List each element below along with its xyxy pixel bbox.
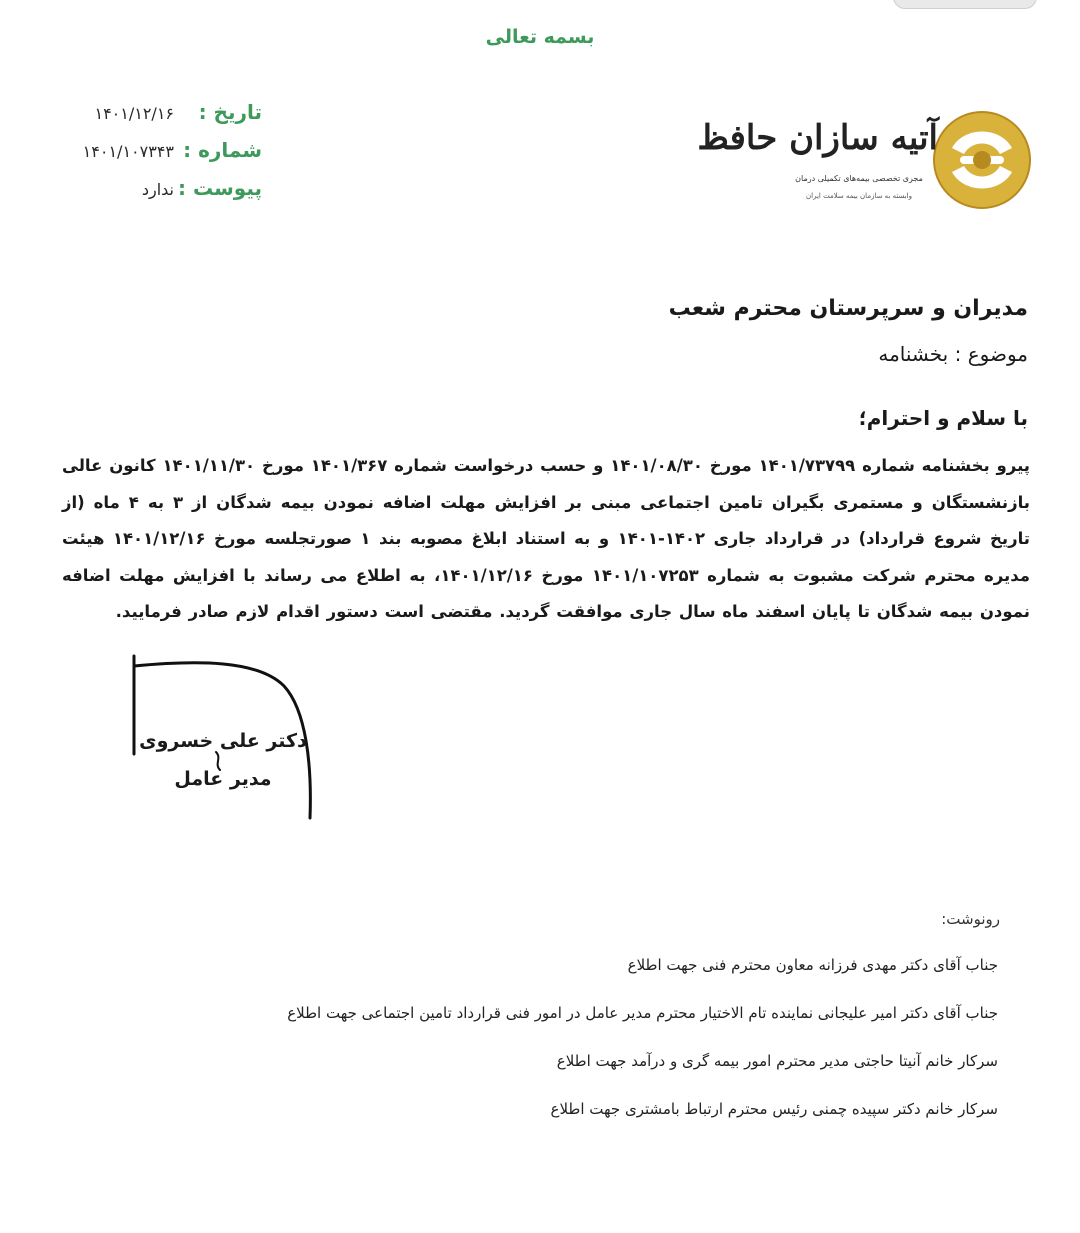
meta-attachment-row [60, 172, 270, 210]
letter-addressee: مدیران و سرپرستان محترم شعب [668, 296, 1028, 321]
signature-block [128, 654, 328, 824]
top-scroll-tab [893, 0, 1037, 9]
company-logo [697, 102, 1040, 222]
date-value: ۱۴۰۱/۱۲/۱۶ [94, 104, 174, 123]
letter-meta [60, 96, 270, 210]
signer-title: مدیر عامل [174, 768, 272, 790]
number-value: ۱۴۰۱/۱۰۷۳۴۳ [82, 142, 174, 161]
attachment-label: پیوست : [177, 176, 262, 200]
letter-greeting: با سلام و احترام؛ [858, 406, 1028, 430]
attachment-value: ندارد [141, 180, 174, 199]
letter-body: پیرو بخشنامه شماره ۱۴۰۱/۷۳۷۹۹ مورخ ۱۴۰۱/۰۸/۳۰ و حسب درخواست شماره ۱۴۰۱/۳۶۷ مورخ ۱۴۰۱/۱۱/۳۰ کانون عالی بازنشستگان و مستمری بگیران تامین اجتماعی مبنی بر افزایش مهلت اضافه نمودن بیمه شدگان از ۳ به ۴ ماه (از تاریخ شروع قرارداد) در قرارداد جاری ۱۴۰۲-۱۴۰۱ و به استناد ابلاغ مصوبه بند ۱ صورتجلسه مورخ ۱۴۰۱/۱۲/۱۶ هیئت مدیره محترم شرکت مشبوت به شماره ۱۴۰۱/۱۰۷۲۵۳ مورخ ۱۴۰۱/۱۲/۱۶، به اطلاع می رساند با افزایش مهلت اضافه نمودن بیمه شدگان تا پایان اسفند ماه سال جاری موافقت گردید. مقتضی است دستور اقدام لازم صادر فرمایید. [62, 456, 1031, 621]
cc-item: سرکار خانم آنیتا حاجتی مدیر محترم امور بیمه گری و درآمد جهت اطلاع [556, 1052, 998, 1070]
cc-list [98, 956, 998, 1148]
cc-item: جناب آقای دکتر مهدی فرزانه معاون محترم فنی جهت اطلاع [627, 956, 998, 974]
logo-subtagline: وابسته به سازمان بیمه سلامت ایران [806, 192, 912, 200]
meta-date-row [60, 96, 270, 134]
basmala-heading: بسمه تعالی [485, 26, 595, 48]
number-label: شماره : [183, 138, 262, 162]
logo-tagline: مجری تخصصی بیمه‌های تکمیلی درمان [795, 174, 923, 183]
date-label: تاریخ : [198, 100, 262, 124]
logo-company-name: آتیه سازان حافظ [697, 118, 938, 158]
meta-number-row [60, 134, 270, 172]
letter-subject: موضوع : بخشنامه [878, 342, 1028, 366]
logo-emblem-icon [930, 108, 1034, 212]
cc-label: رونوشت: [941, 910, 1000, 928]
cc-item: سرکار خانم دکتر سپیده چمنی رئیس محترم ارتباط بامشتری جهت اطلاع [550, 1100, 998, 1118]
signer-name: دکتر علی خسروی [139, 730, 307, 752]
cc-item: جناب آقای دکتر امیر علیجانی نماینده تام الاختیار محترم مدیر عامل در امور فنی قرارداد تامین اجتماعی جهت اطلاع [287, 1004, 998, 1022]
